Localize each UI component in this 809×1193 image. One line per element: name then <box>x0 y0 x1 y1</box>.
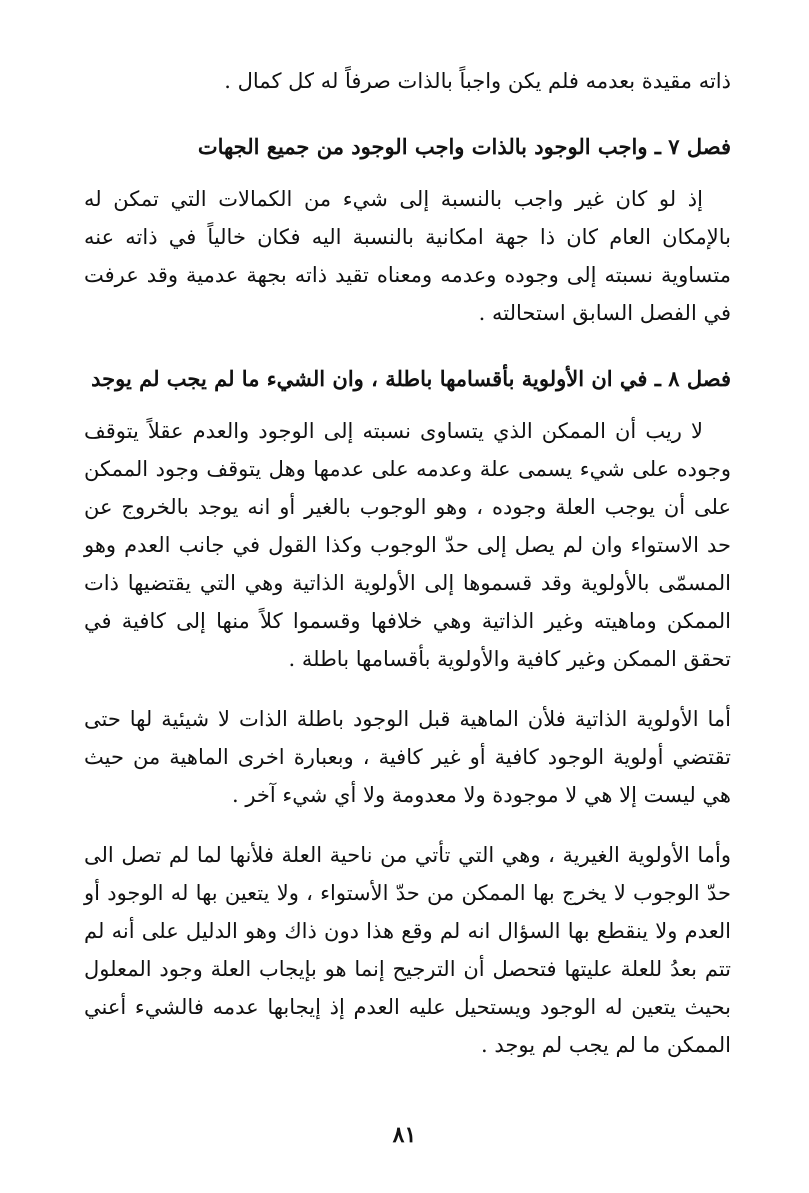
section-8-paragraph-1: لا ريب أن الممكن الذي يتساوى نسبته إلى الوجود والعدم عقلاً يتوقف وجوده على شيء يسمى علة وعدمه على عدمها وهل يتوقف وجود الممكن على أن يوجب العلة وجوده ، وهو الوجوب بالغير أو انه يوجد بالخروج عن حد الاستواء وان لم يصل إلى حدّ الوجوب وكذا القول في جانب العدم وهو المسمّى بالأولوية وقد قسموها إلى الأولوية الذاتية وهي التي يقتضيها ذات الممكن وماهيته وغير الذاتية وهي خلافها وقسموا كلاً منها إلى كافية في تحقق الممكن وغير كافية والأولوية بأقسامها باطلة . <box>84 419 731 671</box>
section-8-paragraph-3: وأما الأولوية الغيرية ، وهي التي تأتي من ناحية العلة فلأنها لما لم تصل الى حدّ الوجوب لا يخرج بها الممكن من حدّ الأستواء ، ولا يتعين بها له الوجود أو العدم ولا ينقطع بها السؤال انه لم وقع هذا دون ذاك وهو الدليل على أنه لم تتم بعدُ للعلة عليتها فتحصل أن الترجيح إنما هو بإيجاب العلة وجود المعلول بحيث يتعين له الوجود ويستحيل عليه العدم إذ إيجابها عدمه فالشيء أعني الممكن ما لم يجب لم يوجد . <box>84 843 731 1057</box>
section-8-heading: فصل ٨ ـ في ان الأولوية بأقسامها باطلة ، وان الشيء ما لم يجب لم يوجد <box>91 366 731 391</box>
section-8-paragraph-2: أما الأولوية الذاتية فلأن الماهية قبل الوجود باطلة الذات لا شيئية لها حتى تقتضي أولوية الوجود كافية أو غير كافية ، وبعبارة اخرى الماهية من حيث هي ليست إلا هي لا موجودة ولا معدومة ولا أي شيء آخر . <box>84 707 731 807</box>
section-7-paragraph: إذ لو كان غير واجب بالنسبة إلى شيء من الكمالات التي تمكن له بالإمكان العام كان ذا جهة امكانية بالنسبة اليه فكان خالياً في ذاته عنه متساوية نسبته إلى وجوده وعدمه ومعناه تقيد ذاته بجهة عدمية وقد عرفت في الفصل السابق استحالته . <box>84 187 731 325</box>
section-7-heading: فصل ٧ ـ واجب الوجود بالذات واجب الوجود من جميع الجهات <box>197 134 731 159</box>
continued-paragraph: ذاته مقيدة بعدمه فلم يكن واجباً بالذات صرفاً له كل كمال . <box>224 69 731 93</box>
page-number: ٨١ <box>392 1122 417 1148</box>
